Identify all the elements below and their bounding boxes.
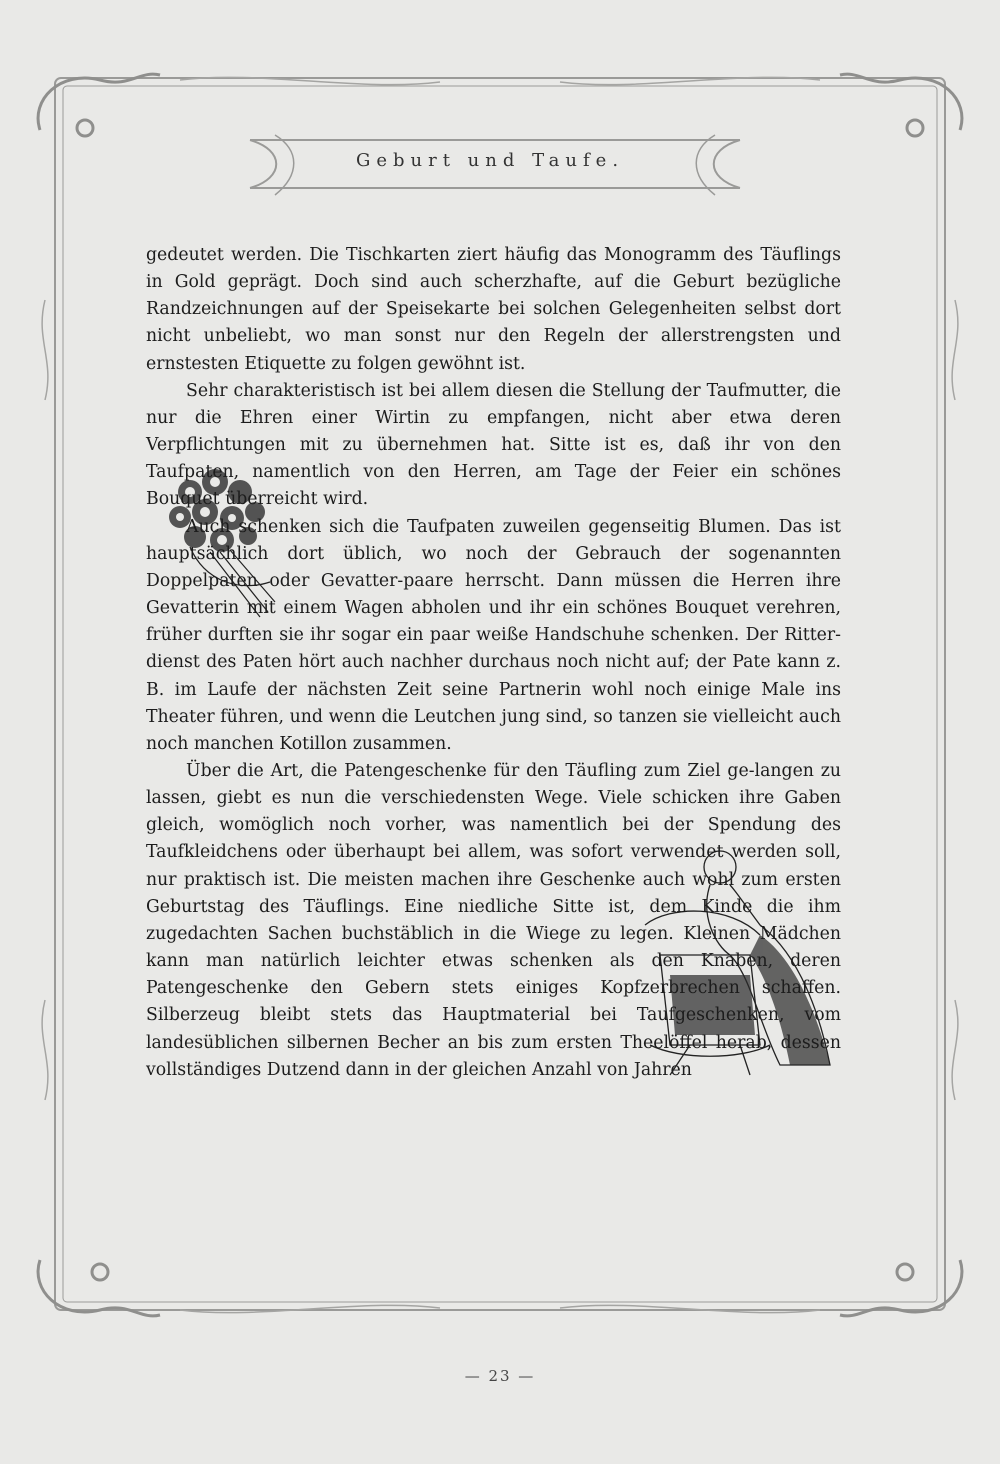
paragraph: gedeutet werden. Die Tischkarten ziert häufig das Monogramm des Täuflings in Gold geprägt. Doch sind auch scherzhafte, auf die Geburt bezügliche Randzeichnungen auf der Speisekarte bei solchen Gelegenheiten selbst dort nicht unbeliebt, wo man sonst nur den Regeln der allerstrengsten und ernstesten Etiquette zu folgen gewöhnt ist.	[146, 245, 841, 374]
paragraph: Über die Art, die Patengeschenke für den Täufling zum Ziel ge-langen zu lassen, giebt es nun die verschiedensten Wege. Viele schicken ihre Gaben gleich, womöglich noch vorher, was namentlich bei der Spendung des Taufkleidchens oder überhaupt bei allem, was sofort verwendet werden soll, nur praktisch ist. Die meisten machen ihre Geschenke auch wohl zum ersten Geburtstag des Täuflings. Eine niedliche Sitte ist, dem Kinde die ihm zugedachten Sachen buchstäblich in die Wiege zu legen. Kleinen Mädchen kann man natürlich leichter etwas schenken als den Knaben, deren Patengeschenke den Gebern stets einiges Kopfzerbrechen schaffen. Silberzeug bleibt stets das Hauptmaterial bei Taufgeschenken, vom landesüblichen silbernen Becher an bis zum ersten Theelöffel herab, dessen vollständiges Dutzend dann in der gleichen Anzahl von Jahren	[146, 760, 841, 1080]
running-header: Geburt und Taufe.	[355, 150, 625, 171]
paragraph: Sehr charakteristisch ist bei allem diesen die Stellung der Taufmutter, die nur die Ehren einer Wirtin zu empfangen, nicht aber etwa deren Verpflichtungen mit zu übernehmen hat. Sitte ist es, daß ihr von den Taufpaten, namentlich von den Herren, am Tage der Feier ein schönes Bouquet überreicht wird.	[146, 380, 841, 510]
page-number: — 23 —	[464, 1367, 536, 1385]
paragraph: Auch schenken sich die Taufpaten zuweilen gegenseitig Blumen. Das ist hauptsächlich dort üblich, wo noch der Gebrauch der sogenannten Doppelpaten oder Gevatter-paare herrscht. Dann müssen die Herren ihre Gevatterin mit einem Wagen abholen und ihr ein schönes Bouquet verehren, früher durften sie ihr sogar ein paar weiße Handschuhe schenken. Der Ritter-dienst des Paten hört auch nachher durchaus noch nicht auf; der Pate kann z. B. im Laufe der nächsten Zeit seine Partnerin wohl noch einige Male ins Theater führen, und wenn die Leutchen jung sind, so tanzen sie vielleicht auch noch manchen Kotillon zusammen.	[146, 516, 841, 754]
body-text	[146, 242, 841, 1084]
